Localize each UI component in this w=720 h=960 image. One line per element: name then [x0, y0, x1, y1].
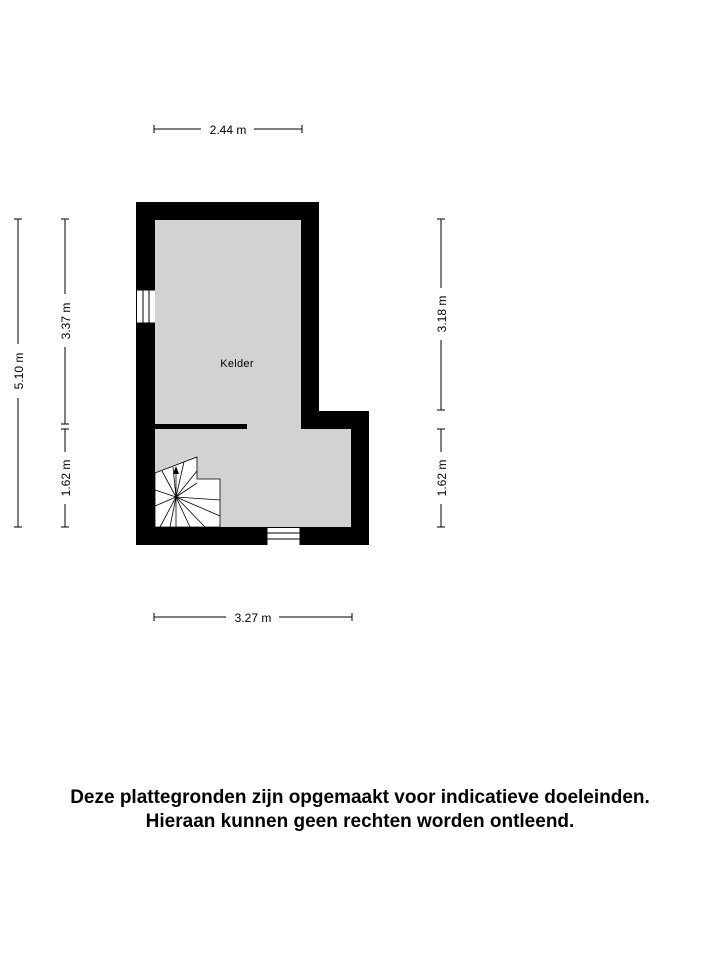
room-label: Kelder [220, 358, 254, 370]
dimension-left-lower-label: 1.62 m [59, 459, 73, 497]
disclaimer-line-1: Deze plattegronden zijn opgemaakt voor indicatieve doeleinden. [70, 787, 650, 808]
window-left [137, 290, 155, 323]
dimension-right-lower-label: 1.62 m [435, 459, 449, 497]
disclaimer-line-2: Hieraan kunnen geen rechten worden ontleend. [145, 811, 575, 832]
dimension-left-upper-label: 3.37 m [59, 302, 73, 340]
dimension-right-upper-label: 3.18 m [435, 295, 449, 333]
dimension-bottom-label: 3.27 m [234, 611, 272, 625]
interior-wall [155, 424, 247, 429]
window-bottom [267, 528, 300, 545]
dimension-left-total-label: 5.10 m [12, 352, 26, 390]
dimension-top-label: 2.44 m [209, 123, 247, 137]
disclaimer [0, 786, 720, 834]
